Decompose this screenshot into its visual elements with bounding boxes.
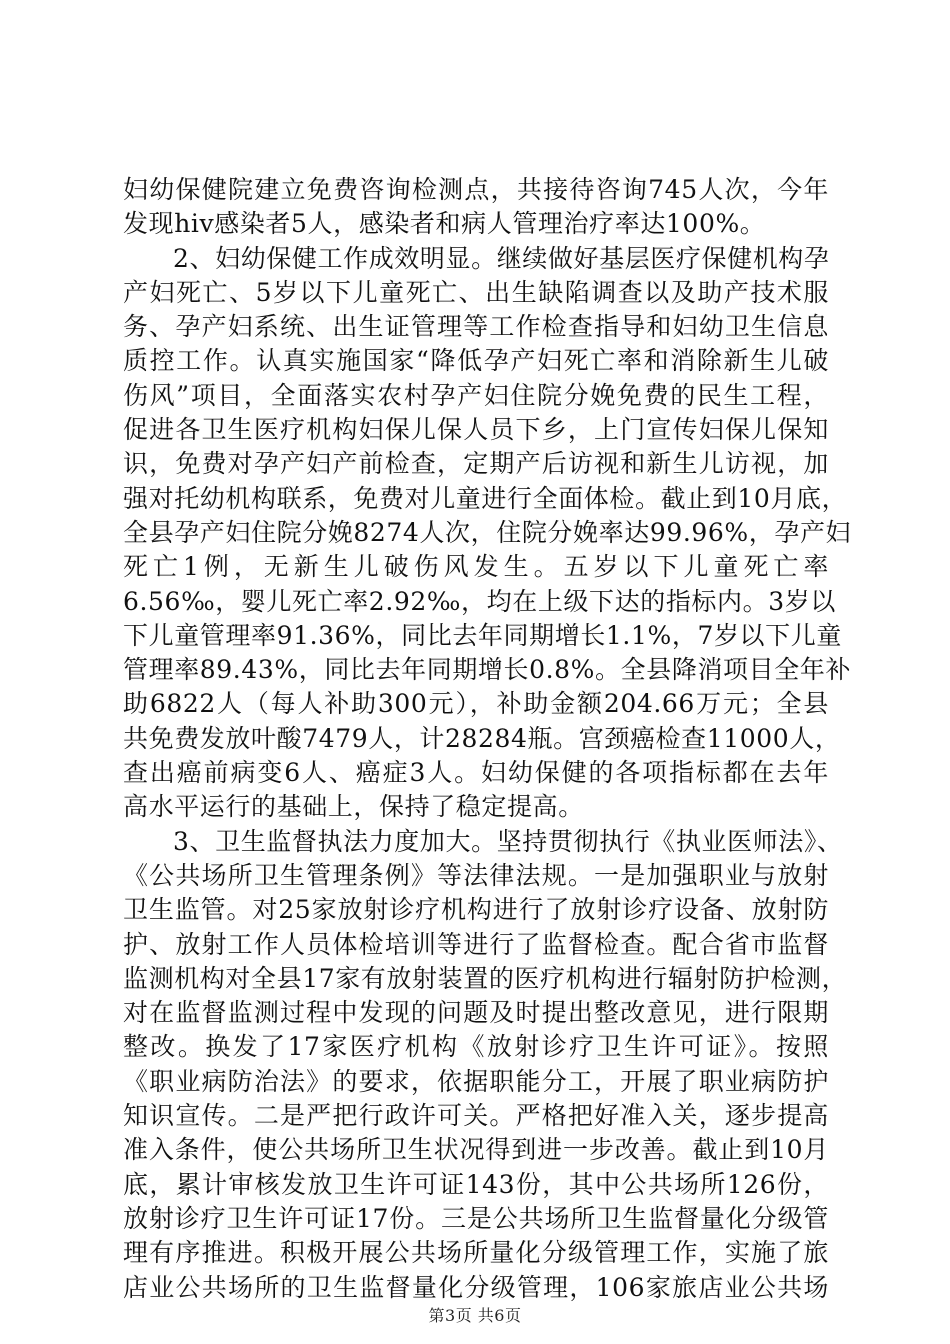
text-line: 助6822人（每人补助300元），补助金额204.66万元；全县 xyxy=(123,689,829,719)
text-line: 底，累计审核发放卫生许可证143份，其中公共场所126份， xyxy=(123,1169,829,1199)
paragraph-health-supervision xyxy=(123,825,848,1305)
paragraph-maternal-child-health xyxy=(123,242,852,825)
text-line: 全县孕产妇住院分娩8274人次，住院分娩率达99.96%，孕产妇 xyxy=(123,517,852,547)
text-line: 管理率89.43%，同比去年同期增长0.8%。全县降消项目全年补 xyxy=(123,655,852,685)
document-body xyxy=(123,173,852,1305)
text-line: 放射诊疗卫生许可证17份。三是公共场所卫生监督量化分级管 xyxy=(123,1203,829,1233)
text-line: 质控工作。认真实施国家“降低孕产妇死亡率和消除新生儿破 xyxy=(123,346,829,376)
text-line: 2、妇幼保健工作成效明显。继续做好基层医疗保健机构孕 xyxy=(173,243,830,273)
text-line: 伤风”项目，全面落实农村孕产妇住院分娩免费的民生工程， xyxy=(123,380,829,410)
text-line: 强对托幼机构联系，免费对儿童进行全面体检。截止到10月底， xyxy=(123,483,848,513)
text-line: 促进各卫生医疗机构妇保儿保人员下乡，上门宣传妇保儿保知 xyxy=(123,415,829,445)
text-line: 产妇死亡、5岁以下儿童死亡、出生缺陷调查以及助产技术服 xyxy=(123,277,829,307)
page-footer xyxy=(0,1303,950,1326)
text-line: 《职业病防治法》的要求，依据职能分工，开展了职业病防护 xyxy=(123,1066,829,1096)
text-line: 准入条件，使公共场所卫生状况得到进一步改善。截止到10月 xyxy=(123,1135,829,1165)
text-line: 3、卫生监督执法力度加大。坚持贯彻执行《执业医师法》、 xyxy=(173,826,843,856)
text-line: 死亡1例，无新生儿破伤风发生。五岁以下儿童死亡率 xyxy=(123,552,829,582)
page-number-label: 第3页 共6页 xyxy=(428,1306,522,1325)
text-line: 6.56‰，婴儿死亡率2.92‰，均在上级下达的指标内。3岁以 xyxy=(123,586,836,616)
text-line: 妇幼保健院建立免费咨询检测点，共接待咨询745人次，今年 xyxy=(123,175,829,204)
paragraph-continued xyxy=(123,173,829,242)
text-line: 发现hiv感染者5人，感染者和病人管理治疗率达100%。 xyxy=(123,209,766,239)
text-line: 识，免费对孕产妇产前检查，定期产后访视和新生儿访视，加 xyxy=(123,449,829,479)
text-line: 《公共场所卫生管理条例》等法律法规。一是加强职业与放射 xyxy=(123,860,829,890)
text-line: 店业公共场所的卫生监督量化分级管理，106家旅店业公共场 xyxy=(123,1272,829,1302)
text-line: 监测机构对全县17家有放射装置的医疗机构进行辐射防护检测， xyxy=(123,963,848,993)
text-line: 整改。换发了17家医疗机构《放射诊疗卫生许可证》。按照 xyxy=(123,1032,829,1062)
text-line: 护、放射工作人员体检培训等进行了监督检查。配合省市监督 xyxy=(123,929,829,959)
text-line: 高水平运行的基础上，保持了稳定提高。 xyxy=(123,792,584,822)
text-line: 下儿童管理率91.36%，同比去年同期增长1.1%，7岁以下儿童 xyxy=(123,620,842,650)
text-line: 对在监督监测过程中发现的问题及时提出整改意见，进行限期 xyxy=(123,998,829,1028)
text-line: 卫生监管。对25家放射诊疗机构进行了放射诊疗设备、放射防 xyxy=(123,895,829,925)
text-line: 理有序推进。积极开展公共场所量化分级管理工作，实施了旅 xyxy=(123,1238,829,1268)
text-line: 务、孕产妇系统、出生证管理等工作检查指导和妇幼卫生信息 xyxy=(123,312,829,342)
text-line: 知识宣传。二是严把行政许可关。严格把好准入关，逐步提高 xyxy=(123,1101,829,1131)
text-line: 共免费发放叶酸7479人，计28284瓶。宫颈癌检查11000人， xyxy=(123,723,841,753)
text-line: 查出癌前病变6人、癌症3人。妇幼保健的各项指标都在去年 xyxy=(123,758,829,788)
